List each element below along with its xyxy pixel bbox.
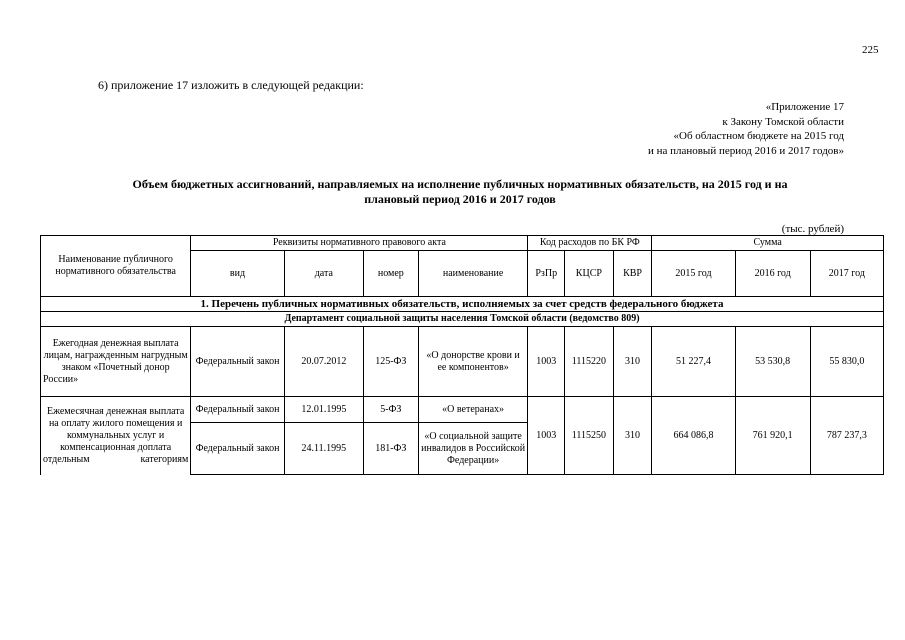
header-sum: Сумма bbox=[652, 236, 884, 251]
kvr-cell: 310 bbox=[613, 327, 652, 397]
act-date-cell: 20.07.2012 bbox=[284, 327, 363, 397]
header-rzpr: РзПр bbox=[528, 251, 565, 297]
appendix-heading bbox=[648, 100, 844, 158]
act-vid-cell: Федеральный закон bbox=[191, 397, 284, 423]
appendix-line: «Об областном бюджете на 2015 год bbox=[673, 130, 844, 142]
header-2016: 2016 год bbox=[735, 251, 810, 297]
header-kvr: КВР bbox=[613, 251, 652, 297]
act-vid-cell: Федеральный закон bbox=[191, 327, 284, 397]
obligation-cell: Ежемесячная денежная выплата на оплату жилого помещения и коммунальных услуг и компенсационная доплата отдельным категориям bbox=[41, 397, 191, 475]
act-name-cell: «О ветеранах» bbox=[418, 397, 528, 423]
units-note: (тыс. рублей) bbox=[781, 223, 844, 235]
act-number-cell: 5-ФЗ bbox=[363, 397, 418, 423]
header-name: наименование bbox=[418, 251, 528, 297]
header-kcsr: КЦСР bbox=[565, 251, 614, 297]
header-vid: вид bbox=[191, 251, 284, 297]
header-2015: 2015 год bbox=[652, 251, 735, 297]
section-row bbox=[41, 297, 884, 312]
title-line: плановый период 2016 и 2017 годов bbox=[364, 192, 556, 206]
sum-2017-cell: 787 237,3 bbox=[810, 397, 883, 475]
department-title: Департамент социальной защиты населения Томской области (ведомство 809) bbox=[41, 312, 884, 327]
section-title: 1. Перечень публичных нормативных обязательств, исполняемых за счет средств федерального бюджета bbox=[41, 297, 884, 312]
header-date: дата bbox=[284, 251, 363, 297]
sum-2015-cell: 51 227,4 bbox=[652, 327, 735, 397]
act-number-cell: 181-ФЗ bbox=[363, 423, 418, 475]
obligation-cell: Ежегодная денежная выплата лицам, награжденным нагрудным знаком «Почетный донор России» bbox=[41, 327, 191, 397]
rzpr-cell: 1003 bbox=[528, 397, 565, 475]
appendix-line: «Приложение 17 bbox=[765, 101, 844, 113]
document-title bbox=[40, 177, 880, 207]
kvr-cell: 310 bbox=[613, 397, 652, 475]
act-vid-cell: Федеральный закон bbox=[191, 423, 284, 475]
appendix-line: и на плановый период 2016 и 2017 годов» bbox=[647, 144, 844, 157]
header-number: номер bbox=[363, 251, 418, 297]
obligations-table bbox=[40, 235, 884, 475]
kcsr-cell: 1115220 bbox=[565, 327, 614, 397]
page-number: 225 bbox=[862, 44, 879, 56]
header-obligation-name: Наименование публичного нормативного обязательства bbox=[41, 236, 191, 297]
header-row bbox=[41, 236, 884, 251]
table-row bbox=[41, 327, 884, 397]
sum-2017-cell: 55 830,0 bbox=[810, 327, 883, 397]
table-row bbox=[41, 397, 884, 423]
sum-2016-cell: 53 530,8 bbox=[735, 327, 810, 397]
kcsr-cell: 1115250 bbox=[565, 397, 614, 475]
act-name-cell: «О донорстве крови и ее компонентов» bbox=[418, 327, 528, 397]
header-budget-code: Код расходов по БК РФ bbox=[528, 236, 652, 251]
appendix-line: к Закону Томской области bbox=[722, 115, 844, 128]
act-name-cell: «О социальной защите инвалидов в Российской Федерации» bbox=[418, 423, 528, 475]
act-date-cell: 24.11.1995 bbox=[284, 423, 363, 475]
header-act-requisites: Реквизиты нормативного правового акта bbox=[191, 236, 528, 251]
sum-2015-cell: 664 086,8 bbox=[652, 397, 735, 475]
title-line: Объем бюджетных ассигнований, направляемых на исполнение публичных нормативных обязательств, на 2015 год и на bbox=[132, 177, 788, 191]
act-number-cell: 125-ФЗ bbox=[363, 327, 418, 397]
amendment-instruction: 6) приложение 17 изложить в следующей редакции: bbox=[98, 78, 364, 92]
department-row bbox=[41, 312, 884, 327]
sum-2016-cell: 761 920,1 bbox=[735, 397, 810, 475]
act-date-cell: 12.01.1995 bbox=[284, 397, 363, 423]
header-2017: 2017 год bbox=[810, 251, 883, 297]
rzpr-cell: 1003 bbox=[528, 327, 565, 397]
